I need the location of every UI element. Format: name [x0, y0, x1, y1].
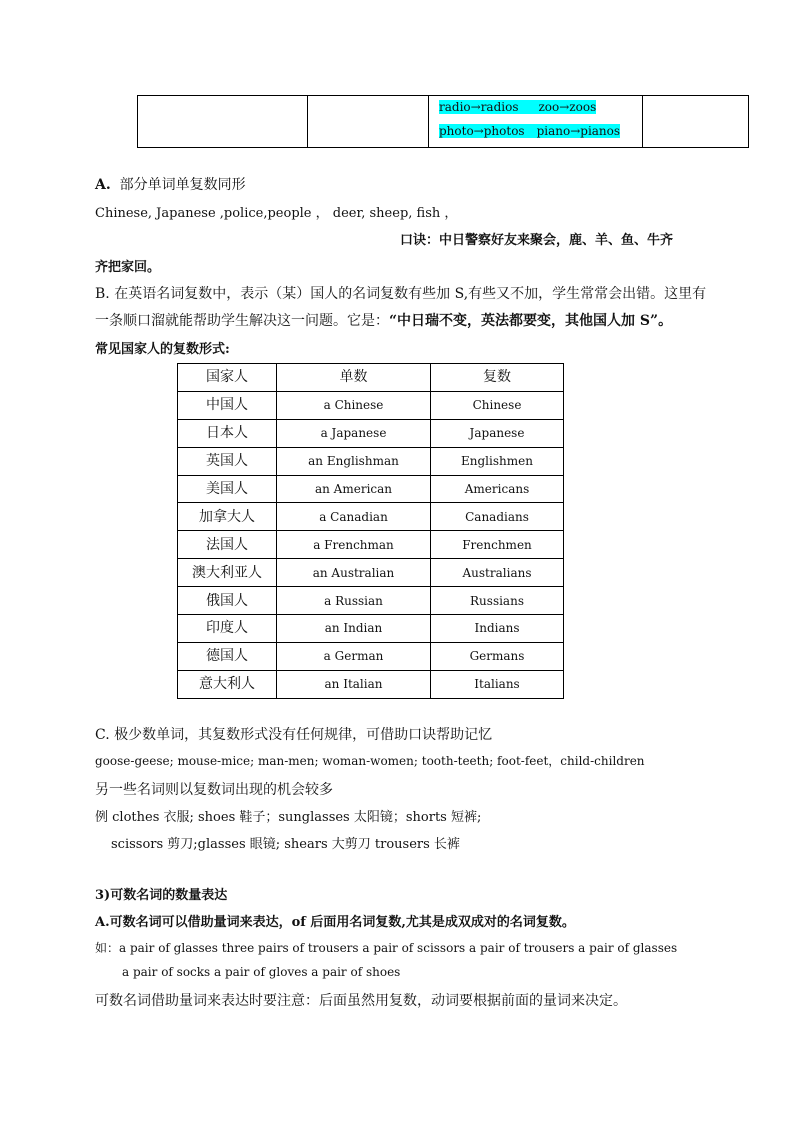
- top-table-fragment: [137, 95, 749, 148]
- example-text: photo→photos: [439, 124, 525, 138]
- section-a-heading: [95, 174, 246, 194]
- plural-cell: Chinese: [431, 391, 564, 419]
- plural-cell: Americans: [431, 475, 564, 503]
- singular-cell: a Canadian: [277, 503, 431, 531]
- section-a-examples: Chinese, Japanese ,police,people ， deer, sheep, fish ，: [95, 206, 458, 221]
- irregular-plural-examples: goose-geese; mouse-mice; man-men; woman-women; tooth-teeth; foot-feet，child-children: [95, 754, 645, 768]
- column-header: 国家人: [178, 364, 277, 392]
- table-row: [178, 559, 564, 587]
- mnemonic-line: 齐把家回。: [95, 260, 161, 275]
- table-row: [138, 96, 749, 148]
- column-header: 复数: [431, 364, 564, 392]
- section-3-subheading: A.可数名词可以借助量词来表达，of 后面用名词复数,尤其是成双成对的名词复数。: [95, 915, 575, 930]
- singular-cell: an Italian: [277, 670, 431, 698]
- country-person-cell: 中国人: [178, 391, 277, 419]
- table-row: [178, 531, 564, 559]
- singular-cell: a Russian: [277, 587, 431, 615]
- table-row: [178, 615, 564, 643]
- example-line: [429, 120, 642, 144]
- quantity-examples: a pair of socks a pair of gloves a pair of shoes: [122, 965, 401, 979]
- table-row: [178, 503, 564, 531]
- example-line: 例 clothes 衣服; shoes 鞋子；sunglasses 太阳镜；shorts 短裤;: [95, 810, 482, 825]
- section-3-heading: 3)可数名词的数量表达: [95, 888, 228, 903]
- mnemonic-line: 口诀：中日警察好友来聚会，鹿、羊、鱼、牛齐: [400, 233, 674, 248]
- nationality-table: [177, 363, 564, 699]
- section-c-note: 另一些名词则以复数词出现的机会较多: [95, 782, 333, 798]
- country-person-cell: 加拿大人: [178, 503, 277, 531]
- country-person-cell: 英国人: [178, 447, 277, 475]
- table-row: [178, 447, 564, 475]
- plural-cell: Canadians: [431, 503, 564, 531]
- singular-cell: a Frenchman: [277, 531, 431, 559]
- singular-cell: an Englishman: [277, 447, 431, 475]
- singular-cell: a Chinese: [277, 391, 431, 419]
- column-header: 单数: [277, 364, 431, 392]
- table-row: [178, 642, 564, 670]
- plural-cell: Englishmen: [431, 447, 564, 475]
- country-person-cell: 德国人: [178, 642, 277, 670]
- plural-cell: Frenchmen: [431, 531, 564, 559]
- example-line: scissors 剪刀;glasses 眼镜; shears 大剪刀 trousers 长裤: [111, 837, 460, 852]
- table-title: 常见国家人的复数形式:: [95, 342, 230, 357]
- section-b-line: [95, 310, 672, 330]
- table-cell-examples: [429, 96, 643, 148]
- section-title: 部分单词单复数同形: [119, 177, 246, 193]
- singular-cell: an American: [277, 475, 431, 503]
- plural-cell: Italians: [431, 670, 564, 698]
- section-b-line: B. 在英语名词复数中，表示（某）国人的名词复数有些加 S,有些又不加，学生常常会出错。这里有: [95, 286, 707, 302]
- section-3-note: 可数名词借助量词来表达时要注意：后面虽然用复数，动词要根据前面的量词来决定。: [95, 993, 627, 1009]
- section-b-text: 一条顺口溜就能帮助学生解决这一问题。它是：: [95, 313, 389, 329]
- singular-cell: an Australian: [277, 559, 431, 587]
- table-row: [178, 391, 564, 419]
- table-cell-empty: [308, 96, 429, 148]
- table-header-row: [178, 364, 564, 392]
- plural-cell: Japanese: [431, 419, 564, 447]
- plural-cell: Russians: [431, 587, 564, 615]
- example-text: piano→pianos: [536, 124, 621, 138]
- country-person-cell: 澳大利亚人: [178, 559, 277, 587]
- country-person-cell: 意大利人: [178, 670, 277, 698]
- plural-cell: Germans: [431, 642, 564, 670]
- table-row: [178, 475, 564, 503]
- singular-cell: a Japanese: [277, 419, 431, 447]
- singular-cell: an Indian: [277, 615, 431, 643]
- country-person-cell: 日本人: [178, 419, 277, 447]
- country-person-cell: 俄国人: [178, 587, 277, 615]
- section-letter: A.: [95, 177, 111, 193]
- table-row: [178, 670, 564, 698]
- country-person-cell: 美国人: [178, 475, 277, 503]
- example-line: [429, 96, 642, 120]
- table-row: [178, 587, 564, 615]
- table-row: [178, 419, 564, 447]
- example-text: radio→radios: [439, 100, 519, 114]
- section-b-rule: “中日瑞不变，英法都要变，其他国人加 S”。: [389, 313, 673, 329]
- country-person-cell: 印度人: [178, 615, 277, 643]
- plural-cell: Indians: [431, 615, 564, 643]
- table-cell-empty: [138, 96, 308, 148]
- plural-cell: Australians: [431, 559, 564, 587]
- singular-cell: a German: [277, 642, 431, 670]
- country-person-cell: 法国人: [178, 531, 277, 559]
- section-c-heading: C. 极少数单词，其复数形式没有任何规律，可借助口诀帮助记忆: [95, 727, 493, 743]
- table-cell-empty: [643, 96, 749, 148]
- example-text: zoo→zoos: [538, 100, 597, 114]
- quantity-examples: 如：a pair of glasses three pairs of trousers a pair of scissors a pair of trousers a pair of glasses: [95, 941, 678, 955]
